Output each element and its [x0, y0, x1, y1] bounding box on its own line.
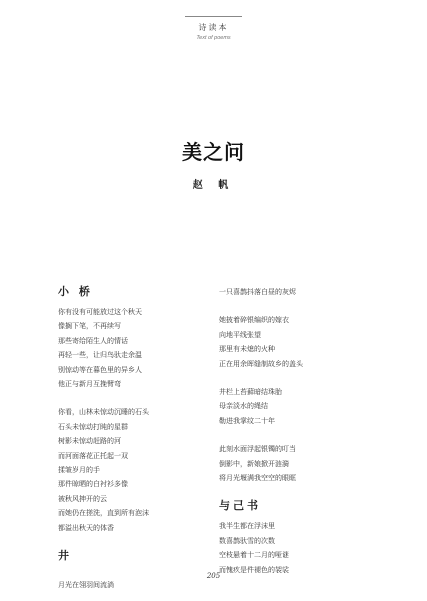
poem-line: 向地平线张望	[219, 330, 261, 339]
poem-line: 而她仍在搓洗，直到所有泡沫	[58, 509, 149, 518]
poem-line: 而河面落花正托起一双	[58, 451, 128, 460]
header-rule-right	[212, 16, 242, 17]
section-heading-xiaoqiao: 小 桥	[58, 285, 93, 298]
left-column	[58, 285, 208, 593]
stanza	[219, 385, 369, 428]
stanza-gap	[219, 428, 369, 442]
right-column	[219, 285, 369, 577]
poem-line: 树影未惊动赶路的河	[58, 437, 121, 446]
section-heading-yujishu: 与己书	[219, 499, 261, 513]
poem-title: 美之问	[182, 140, 245, 164]
poem-line: 都溢出秋天的体香	[58, 523, 114, 532]
poem-line: 空枝悬着十二月的哑谜	[219, 551, 289, 560]
header-title-cn: 诗读本	[198, 23, 229, 32]
poem-line: 将月光堰满我空空的眼眶	[219, 474, 296, 483]
poem-line: 你有没有可能放过这个秋天	[58, 308, 142, 316]
stanza	[219, 313, 369, 371]
section-heading-jing: 井	[58, 549, 72, 563]
poem-line: 他正与新月互挽臂弯	[58, 380, 121, 389]
header-rule-left	[185, 16, 215, 17]
header-title-en: Text of poems	[196, 35, 231, 41]
poem-line: 母亲淡水的绳结	[219, 402, 268, 411]
poem-line: 那里有未熄的火种	[219, 345, 275, 354]
poem-line: 数喜鹊驮雪的次数	[219, 536, 275, 545]
poem-line: 被秋风抻开的云	[58, 494, 107, 503]
poem-line: 一只喜鹊抖落白昼的灰烬	[219, 288, 296, 296]
poem-line: 石头未惊动打盹的星群	[58, 422, 128, 431]
poem-line: 此刻水面浮起银镯的叮当	[219, 445, 296, 454]
poem-line: 月光在翎羽间流淌	[58, 581, 114, 590]
page-number: 205	[206, 572, 221, 580]
stanza	[58, 405, 208, 535]
stanza-gap	[219, 371, 369, 385]
poem-line: 正在用余晖缝制故乡的盖头	[219, 359, 303, 368]
poem-line: 而愧疚是件褪色的袈裟	[219, 565, 289, 574]
stanza	[219, 519, 369, 577]
poem-line: 那件晾晒的白衬衫多像	[58, 480, 128, 489]
poem-line: 揉皱岁月的手	[58, 466, 100, 475]
poem-line: 她披着碎银编织的嫁衣	[219, 316, 289, 325]
header	[0, 8, 427, 41]
stanza	[219, 285, 369, 299]
poem-line: 井栏上苔藓暗结珠胎	[219, 388, 282, 397]
poem-line: 我半生都在浮沫里	[219, 522, 275, 531]
poem-line: 像搁下笔，不再续写	[58, 322, 121, 331]
poem-line: 别惊动等在暮色里的异乡人	[58, 365, 142, 374]
poem-line: 勒进我掌纹二十年	[219, 416, 275, 425]
poem-author: 赵 帆	[192, 180, 235, 191]
stanza-gap	[219, 485, 369, 499]
stanza	[219, 442, 369, 485]
stanza-gap	[219, 299, 369, 313]
poem-line: 倒影中，新娘掀开涟漪	[219, 459, 289, 468]
stanza-gap	[58, 535, 208, 549]
stanza	[58, 305, 208, 391]
poem-line: 那些寄给陌生人的情话	[58, 336, 128, 345]
stanza-gap	[58, 391, 208, 405]
poem-line: 再轻一些，让归鸟驮走余温	[58, 351, 142, 360]
poem-line: 你看，山林未惊动沉睡的石头	[58, 408, 149, 417]
stanza	[58, 578, 208, 592]
